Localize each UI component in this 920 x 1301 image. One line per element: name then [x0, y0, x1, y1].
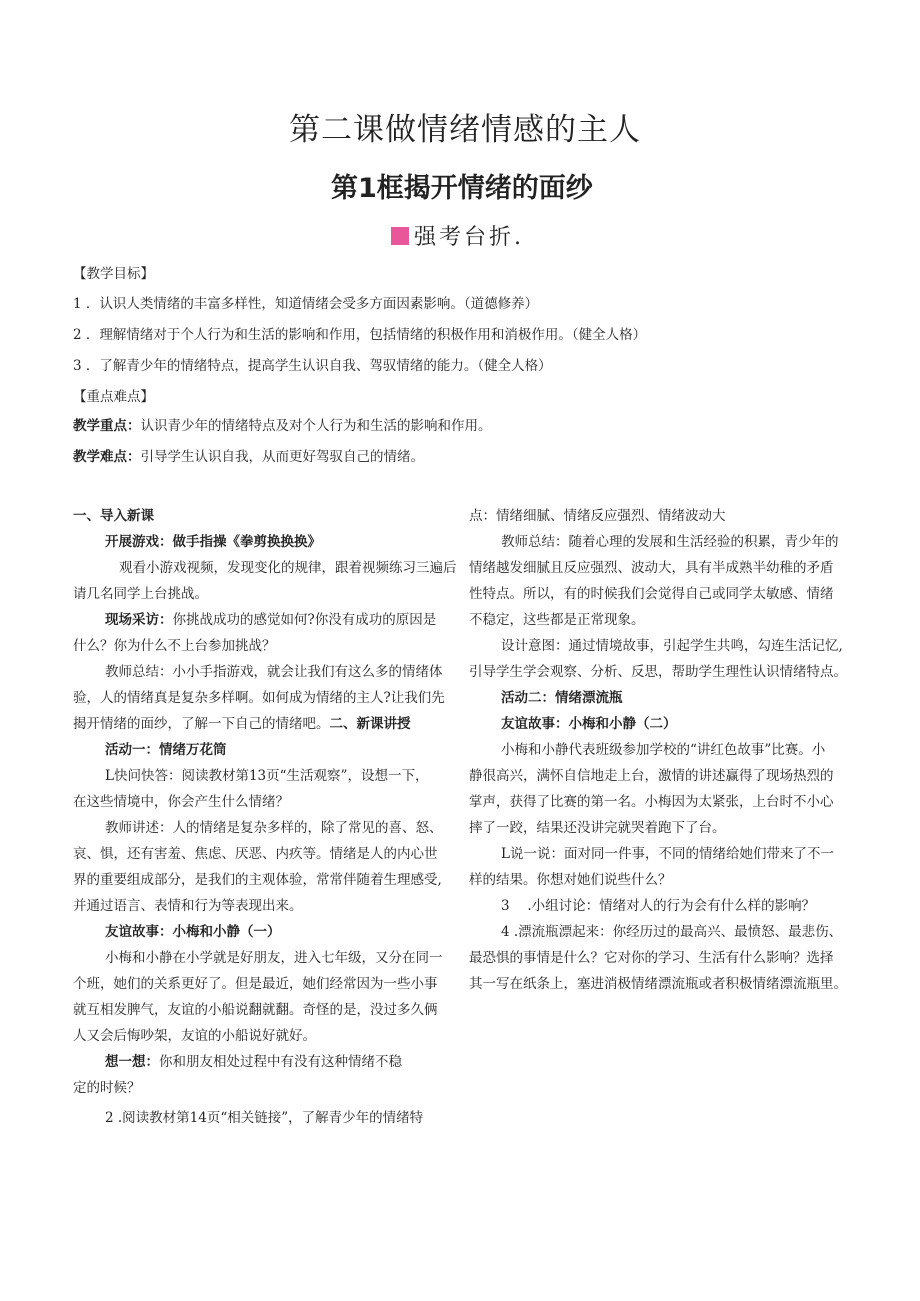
key-heading: 【重点难点】	[73, 389, 154, 405]
goal-item-1: 1 ．认识人类情绪的丰富多样性，知道情绪会受多方面因素影响。（道德修养）	[73, 296, 539, 312]
left-column	[73, 503, 457, 1131]
right-line-2: 教师总结：随着心理的发展和生活经验的积累，青少年的	[501, 534, 839, 550]
left-line-1: 一、导入新课	[73, 508, 154, 524]
left-line-9: 揭开情绪的面纱，了解一下自己的情绪吧。二、新课讲授	[73, 716, 411, 732]
right-line-4: 性特点。所以，有的时候我们会觉得自己或同学太敏感、情绪	[469, 586, 834, 602]
right-line-8: 活动二：情绪漂流瓶	[501, 690, 623, 706]
right-line-15: 样的结果。你想对她们说些什么？	[469, 872, 672, 888]
right-line-9: 友谊故事：小梅和小静（二）	[501, 716, 677, 732]
right-line-3: 情绪越发细腻且反应强烈、波动大，具有半成熟半幼稚的矛盾	[469, 560, 834, 576]
left-line-24: 2 .阅读教材第14页“相关链接”，了解青少年的情绪特	[105, 1110, 424, 1126]
left-line-3: 观看小游戏视频，发现变化的规律，跟着视频练习三遍后	[119, 560, 457, 576]
left-line-23: 定的时候？	[73, 1080, 141, 1096]
right-line-10: 小梅和小静代表班级参加学校的“讲红色故事”比赛。小	[501, 742, 826, 758]
right-line-7: 引导学生学会观察、分析、反思，帮助学生理性认识情绪特点。	[469, 664, 847, 680]
left-line-6: 什么？你为什么不上台参加挑战？	[73, 638, 276, 654]
goal-item-2: 2 ．理解情绪对于个人行为和生活的影响和作用，包括情绪的积极作用和消极作用。（健全人格）	[73, 327, 647, 343]
goals-heading: 【教学目标】	[73, 266, 154, 282]
left-line-2: 开展游戏：做手指操《拳剪换换换》	[105, 534, 321, 550]
left-line-18: 小梅和小静在小学就是好朋友，进入七年级，又分在同一	[105, 950, 443, 966]
right-line-5: 不稳定，这些都是正常现象。	[469, 612, 645, 628]
key-label: 教学重点：	[73, 418, 141, 434]
page-subtitle: 第1框揭开情绪的面纱	[331, 173, 593, 204]
left-line-13: 教师讲述：人的情绪是复杂多样的，除了常见的喜、怒、	[105, 820, 443, 836]
right-line-1: 点：情绪细腻、情绪反应强烈、情绪波动大	[469, 508, 726, 524]
right-line-13: 摔了一跤，结果还没讲完就哭着跑下了台。	[469, 820, 726, 836]
difficult-point	[73, 445, 424, 465]
badge-text: 强考台折.	[414, 225, 524, 250]
left-line-12: 在这些情境中，你会产生什么情绪？	[73, 794, 289, 810]
left-line-21: 人又会后悔吵架，友谊的小船说好就好。	[73, 1028, 316, 1044]
page-title: 第二课做情绪情感的主人	[289, 112, 641, 148]
difficult-label: 教学难点：	[73, 449, 141, 465]
left-line-5: 现场采访：你挑战成功的感觉如何?你没有成功的原因是	[105, 612, 437, 628]
left-line-19: 个班，她们的关系更好了。但是最近，她们经常因为一些小事	[73, 976, 438, 992]
right-line-16: 3 .小组讨论：情绪对人的行为会有什么样的影响？	[501, 898, 816, 914]
right-line-11: 静很高兴，满怀自信地走上台，激情的讲述赢得了现场热烈的	[469, 768, 834, 784]
right-column	[469, 503, 847, 997]
right-line-19: 其一写在纸条上，塞进消极情绪漂流瓶或者积极情绪漂流瓶里。	[469, 976, 847, 992]
right-line-14: L说一说：面对同一件事，不同的情绪给她们带来了不一	[501, 846, 834, 862]
left-line-4: 请几名同学上台挑战。	[73, 586, 208, 602]
right-line-18: 最恐惧的事情是什么？它对你的学习、生活有什么影响？选择	[469, 950, 834, 966]
section-badge	[391, 220, 524, 251]
goal-item-3: 3 ．了解青少年的情绪特点，提高学生认识自我、驾驭情绪的能力。（健全人格）	[73, 358, 552, 374]
left-line-8: 验，人的情绪真是复杂多样啊。如何成为情绪的主人?让我们先	[73, 690, 445, 706]
left-line-11: L快问快答：阅读教材第13页“生活观察”，设想一下，	[105, 768, 429, 784]
difficult-text: 引导学生认识自我，从而更好驾驭自己的情绪。	[140, 449, 424, 465]
badge-square-icon	[391, 227, 409, 245]
right-line-12: 掌声，获得了比赛的第一名。小梅因为太紧张，上台时不小心	[469, 794, 834, 810]
left-line-22: 想一想：你和朋友相处过程中有没有这种情绪不稳	[105, 1054, 402, 1070]
key-text: 认识青少年的情绪特点及对个人行为和生活的影响和作用。	[140, 418, 492, 434]
left-line-20: 就互相发脾气，友谊的小船说翻就翻。奇怪的是，没过多久俩	[73, 1002, 438, 1018]
right-line-6: 设计意图：通过情境故事，引起学生共鸣，勾连生活记忆,	[501, 638, 843, 654]
left-line-10: 活动一：情绪万花筒	[105, 742, 227, 758]
right-line-17: 4 .漂流瓶漂起来：你经历过的最高兴、最愤怒、最悲伤、	[501, 924, 843, 940]
left-line-7: 教师总结：小小手指游戏，就会让我们有这么多的情绪体	[105, 664, 443, 680]
left-line-16: 并通过语言、表情和行为等表现出来。	[73, 898, 303, 914]
left-line-15: 界的重要组成部分，是我们的主观体验，常常伴随着生理感受,	[73, 872, 442, 888]
key-point	[73, 414, 492, 434]
left-line-17: 友谊故事：小梅和小静（一）	[105, 924, 281, 940]
left-line-14: 哀、惧，还有害羞、焦虑、厌恶、内疚等。情绪是人的内心世	[73, 846, 438, 862]
